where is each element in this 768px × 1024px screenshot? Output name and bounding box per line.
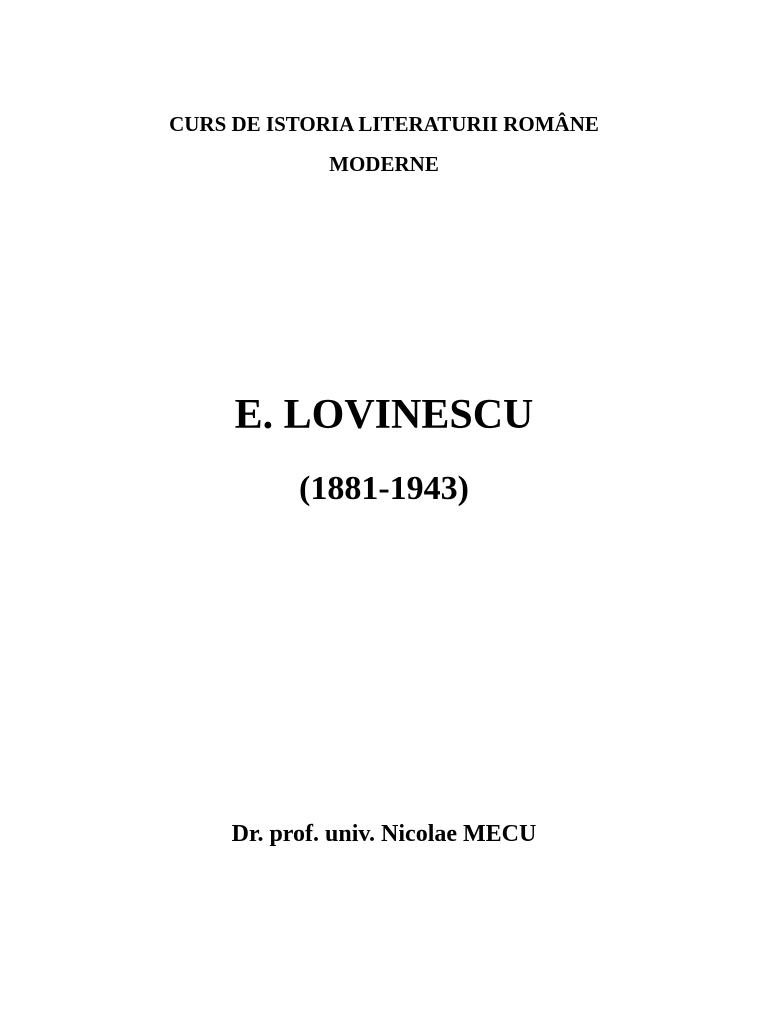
author-years: (1881-1943): [299, 470, 469, 507]
author-name: E. LOVINESCU: [234, 392, 534, 438]
professor-name: Dr. prof. univ. Nicolae MECU: [231, 821, 537, 847]
course-title-line-2: MODERNE: [329, 152, 439, 176]
course-title-line-1: CURS DE ISTORIA LITERATURII ROMÂNE: [169, 112, 599, 136]
